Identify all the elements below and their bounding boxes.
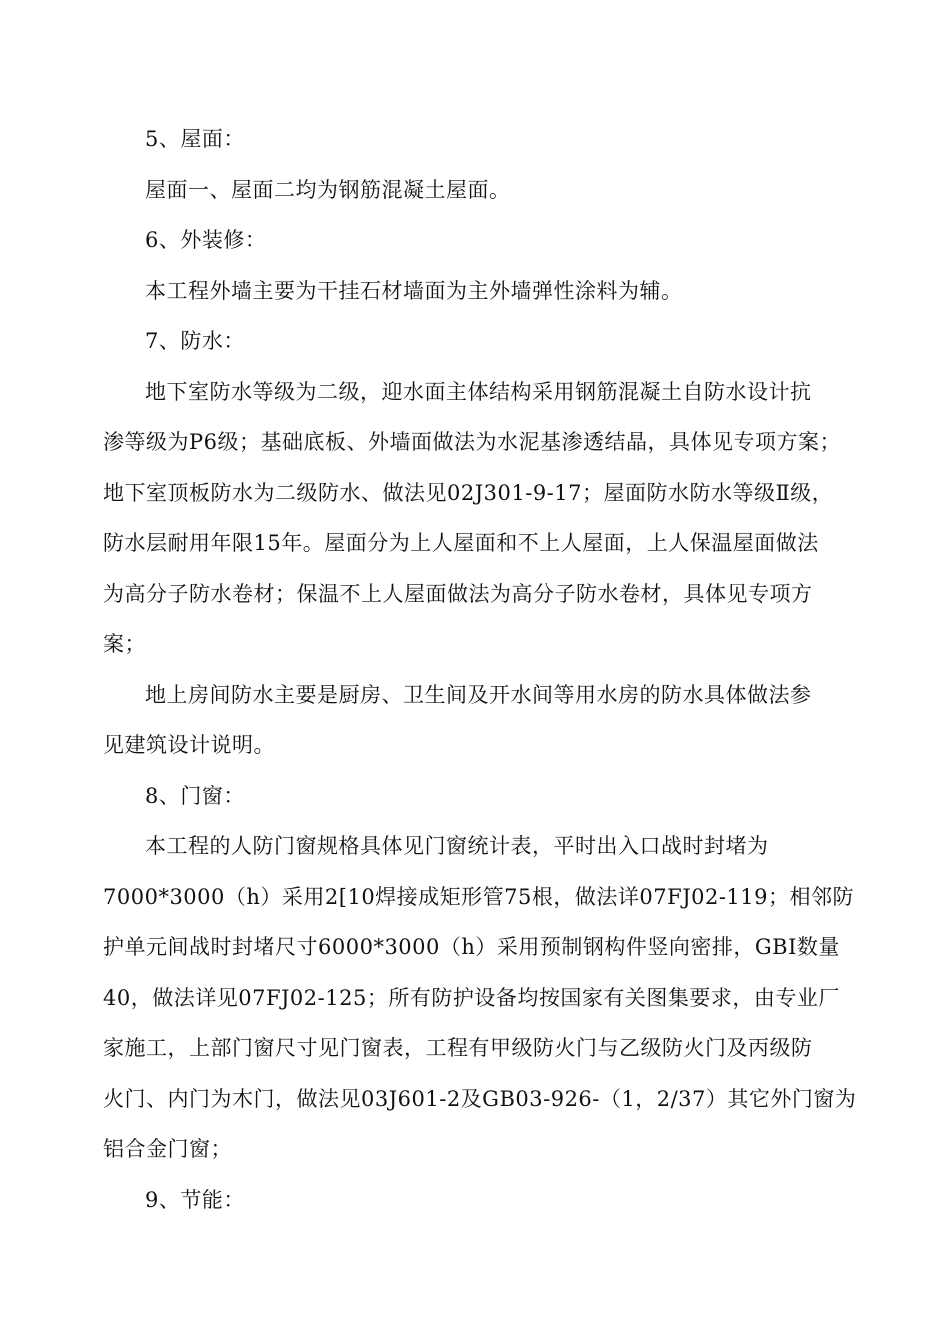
paragraph-line: 铝合金门窗； (103, 1137, 232, 1161)
paragraph-line: 地下室顶板防水为二级防水、做法见02J301-9-17；屋面防水防水等级Ⅱ级， (103, 481, 834, 505)
section-heading: 9、节能： (145, 1188, 245, 1212)
paragraph-line: 案； (103, 632, 146, 656)
paragraph-line: 火门、内门为木门，做法见03J601-2及GB03-926-（1，2/37）其它外门窗为 (103, 1087, 857, 1111)
paragraph-line: 40，做法详见07FJ02-125；所有防护设备均按国家有关图集要求，由专业厂 (103, 986, 840, 1010)
paragraph-line: 地下室防水等级为二级，迎水面主体结构采用钢筋混凝土自防水设计抗 (145, 380, 812, 404)
paragraph-line: 渗等级为P6级；基础底板、外墙面做法为水泥基渗透结晶，具体见专项方案； (103, 430, 841, 454)
paragraph-line: 见建筑设计说明。 (103, 733, 275, 757)
paragraph-line: 7000*3000（h）采用2[10焊接成矩形管75根，做法详07FJ02-119；相邻防 (103, 885, 855, 909)
paragraph-line: 地上房间防水主要是厨房、卫生间及开水间等用水房的防水具体做法参 (145, 683, 812, 707)
section-heading: 7、防水： (145, 329, 245, 353)
section-heading: 6、外装修： (145, 228, 267, 252)
paragraph-line: 家施工，上部门窗尺寸见门窗表，工程有甲级防火门与乙级防火门及丙级防 (103, 1036, 813, 1060)
section-heading: 8、门窗： (145, 784, 245, 808)
section-heading: 5、屋面： (145, 127, 245, 151)
paragraph-line: 屋面一、屋面二均为钢筋混凝土屋面。 (145, 178, 511, 202)
paragraph-line: 防水层耐用年限15年。屋面分为上人屋面和不上人屋面，上人保温屋面做法 (103, 531, 819, 555)
paragraph-line: 本工程的人防门窗规格具体见门窗统计表，平时出入口战时封堵为 (145, 834, 769, 858)
paragraph-line: 为高分子防水卷材；保温不上人屋面做法为高分子防水卷材，具体见专项方 (103, 582, 813, 606)
paragraph-line: 本工程外墙主要为干挂石材墙面为主外墙弹性涂料为辅。 (145, 279, 683, 303)
paragraph-line: 护单元间战时封堵尺寸6000*3000（h）采用预制钢构件竖向密排，GBI数量 (103, 935, 840, 959)
